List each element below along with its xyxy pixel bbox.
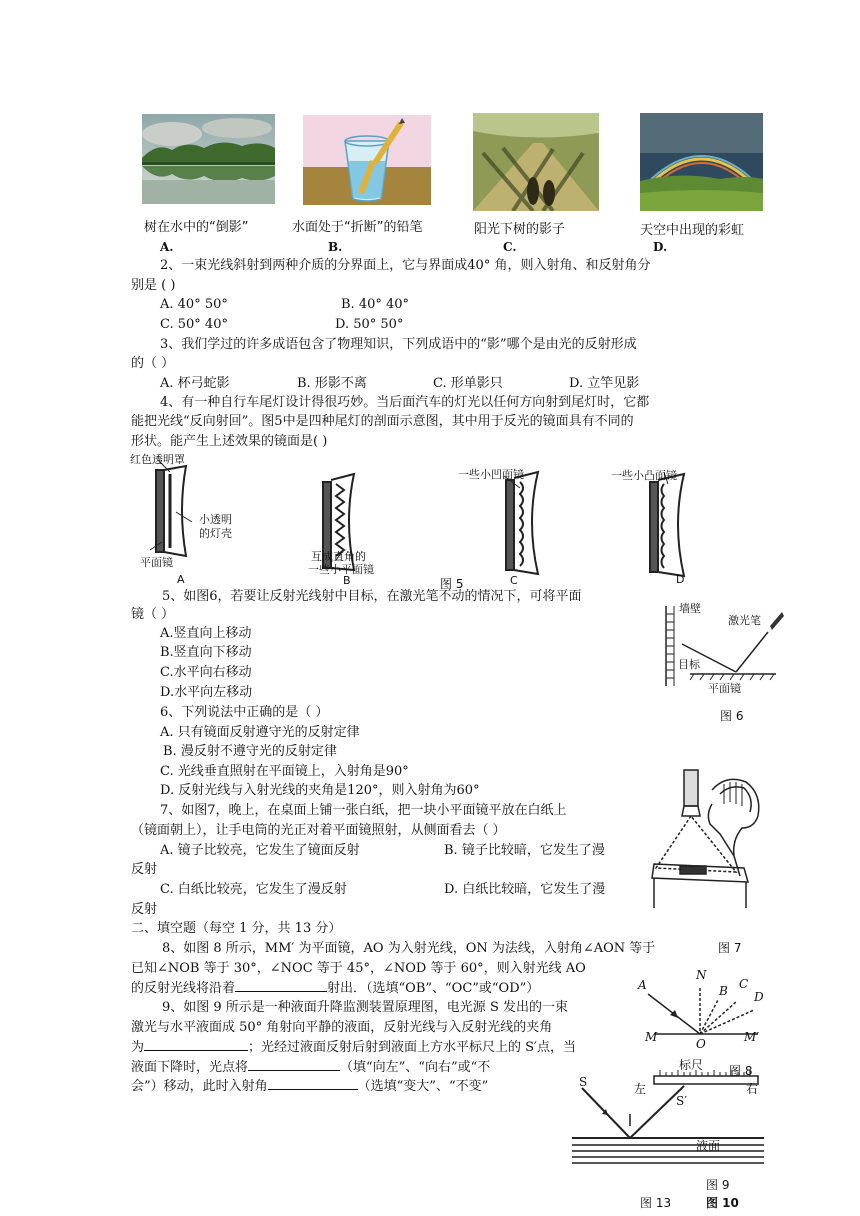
q6-option-b: B. 漫反射不遵守光的反射定律 [163,744,337,759]
fig8-label-n: N [696,968,707,982]
q8-line3 [131,979,539,998]
fig9-label-s: S [579,1075,588,1089]
q7-line2: （镜面朝上），让手电筒的光正对着平面镜照射，从侧面看去（ ） [131,823,506,838]
fig5-letter-b: B [343,574,351,587]
q6-option-a: A. 只有镜面反射遵守光的反射定律 [160,725,360,740]
fig5-label-plane-mirror: 平面镜 [140,556,173,569]
q9-line4-end: （填“向左”、“向右”或“不 [340,1060,491,1075]
option-letter-d: D. [653,240,668,254]
q9-line4 [131,1058,490,1077]
q9-line2: 激光与水平液面成 50° 角射向平静的液面，反射光线与入反射光线的夹角 [131,1020,553,1035]
fig5-label-small-shell: 小透明 [199,513,232,526]
fig9-label-right: 右 [746,1082,759,1096]
q4-line2: 能把光线“反向射回”。图5中是四种尾灯的剖面示意图，其中用于反光的镜面具有不同的 [131,414,634,429]
q9-line5-end: （选填“变大”、“不变” [357,1079,489,1094]
q7-option-d-cont: 反射 [131,902,158,917]
q9-line3-end: ；光经过液面反射后射到液面上方水平标尺上的 S′点，当 [248,1040,577,1055]
figure-9-liquid-level [568,1062,768,1178]
q8-line1: 8、如图 8 所示，MM′ 为平面镜，AO 为入射光线，ON 为法线，入射角∠AON 等于 [162,941,656,956]
fig8-label-a: A [638,978,647,992]
q7-line1: 7、如图7，晚上，在桌面上铺一张白纸，把一块小平面镜平放在白纸上 [160,803,567,818]
figure-7-flashlight [650,764,770,912]
photo-pencil-in-water [303,115,431,205]
q6-option-c: C. 光线垂直照射在平面镜上，入射角是90° [160,764,409,779]
fig6-label-mirror: 平面镜 [708,682,741,695]
section-2-heading: 二、填空题（每空 1 分，共 13 分） [131,921,342,936]
fig5-label-red-cover: 红色透明罩 [130,453,185,466]
fig8-label-c: C [739,977,749,991]
fig9-label-ruler: 标尺 [679,1058,704,1072]
fig8-label-o: O [696,1037,706,1051]
fig5-label-right-angle-1: 互成直角的 [311,550,366,563]
q3-line1: 3、我们学过的许多成语包含了物理知识，下列成语中的“影”哪个是由光的反射形成 [160,337,637,352]
fig6-label-laser: 激光笔 [728,614,761,627]
fig5-letter-d: D [676,573,685,586]
option-letter-c: C. [503,240,517,254]
q9-line3 [131,1038,576,1057]
q9-line5-start: 会”）移动，此时入射角 [131,1079,268,1094]
q8-line3-end: 射出．（选填“OB”、“OC”或“OD”） [327,981,540,996]
fig6-caption: 图 6 [720,709,744,723]
q2-line2: 别是 ( ) [131,278,176,293]
fig5-letter-a: A [177,573,185,586]
fig9-label-s-prime: S′ [676,1094,687,1108]
q8-line2: 已知∠NOB 等于 30°，∠NOC 等于 45°，∠NOD 等于 60°，则入射光线 AO [131,961,586,976]
caption-a: 树在水中的“倒影” [144,220,249,235]
q4-line1: 4、有一种自行车尾灯设计得很巧妙。当后面汽车的灯光以任何方向射到尾灯时，它都 [160,395,650,410]
q2-option-a: A. 40° 50° [160,297,228,312]
fig9-label-liquid: 液面 [696,1139,721,1153]
q9-answer-blank-2[interactable] [248,1058,340,1071]
q9-line1: 9、如图 9 所示是一种液面升降监测装置原理图，电光源 S 发出的一束 [162,1000,568,1015]
q7-option-b-cont: 反射 [131,862,158,877]
fig9-label-left: 左 [634,1082,647,1096]
photo-rainbow [640,113,763,211]
photo-tree-reflection [142,114,275,204]
q6-option-d: D. 反射光线与入射光线的夹角是120°，则入射角为60° [160,783,480,798]
q2-option-b: B. 40° 40° [341,297,410,312]
q3-option-d: D. 立竿见影 [569,376,640,391]
fig5-label-convex: 一些小凸面镜 [611,469,677,482]
q5-line2: 镜（ ） [131,607,175,622]
option-letter-a: A. [160,240,174,254]
q2-option-c: C. 50° 40° [160,317,228,332]
fig8-label-m: M [645,1030,658,1044]
q5-line1: 5、如图6，若要让反射光线射中目标，在激光笔不动的情况下，可将平面 [162,589,582,604]
q3-option-a: A. 杯弓蛇影 [160,376,230,391]
q3-option-b: B. 形影不离 [297,376,367,391]
q7-option-b: B. 镜子比较暗，它发生了漫 [444,843,605,858]
q5-option-c: C.水平向右移动 [160,665,252,680]
q9-answer-blank-3[interactable] [268,1077,358,1090]
fig5-label-right-angle-2: 一些小平面镜 [308,563,374,576]
photo-tree-shadow [473,113,599,211]
q3-line2: 的（ ） [131,356,175,371]
q2-line1: 2、一束光线斜射到两种介质的分界面上，它与界面成40° 角，则入射角、和反射角分 [160,258,651,273]
fig10-caption: 图 10 [706,1196,739,1210]
q9-line5 [131,1077,488,1096]
fig5-label-concave: 一些小凹面镜 [458,468,524,481]
fig5-letter-c: C [510,574,518,587]
fig9-caption: 图 9 [706,1178,730,1192]
fig5-label-small-shell-2: 的灯壳 [199,527,232,540]
q2-option-d: D. 50° 50° [335,317,404,332]
caption-d: 天空中出现的彩虹 [640,223,745,238]
q9-answer-blank-1[interactable] [144,1038,248,1051]
caption-c: 阳光下树的影子 [474,222,566,237]
q6-line1: 6、下列说法中正确的是（ ） [160,705,329,720]
fig5-caption: 图 5 [440,577,464,591]
option-letter-b: B. [328,240,343,254]
q4-line3: 形状。能产生上述效果的镜面是( ) [131,434,328,449]
q8-answer-blank[interactable] [235,979,327,992]
caption-b: 水面处于“折断”的铅笔 [292,220,423,235]
q3-option-c: C. 形单影只 [433,376,503,391]
q7-option-c: C. 白纸比较亮，它发生了漫反射 [160,882,347,897]
q9-line4-start: 液面下降时，光点将 [131,1060,249,1075]
q9-line3-start: 为 [131,1040,145,1055]
q7-option-d: D. 白纸比较暗，它发生了漫 [444,882,606,897]
q8-line3-start: 的反射光线将沿着 [131,981,236,996]
q5-option-d: D.水平向左移动 [160,685,253,700]
fig8-label-b: B [719,984,728,998]
fig6-label-wall: 墙壁 [679,602,701,615]
fig6-label-target: 目标 [678,658,700,671]
fig8-label-m-prime: M′ [744,1030,760,1044]
fig8-caption: 图 8 [729,1064,753,1078]
fig8-label-d: D [754,990,764,1004]
q5-option-a: A.竖直向上移动 [160,626,252,641]
fig7-overlap-caption: 图 7 [718,941,742,955]
q5-option-b: B.竖直向下移动 [160,645,252,660]
fig13-caption: 图 13 [640,1196,672,1210]
q7-option-a: A. 镜子比较亮，它发生了镜面反射 [160,843,360,858]
